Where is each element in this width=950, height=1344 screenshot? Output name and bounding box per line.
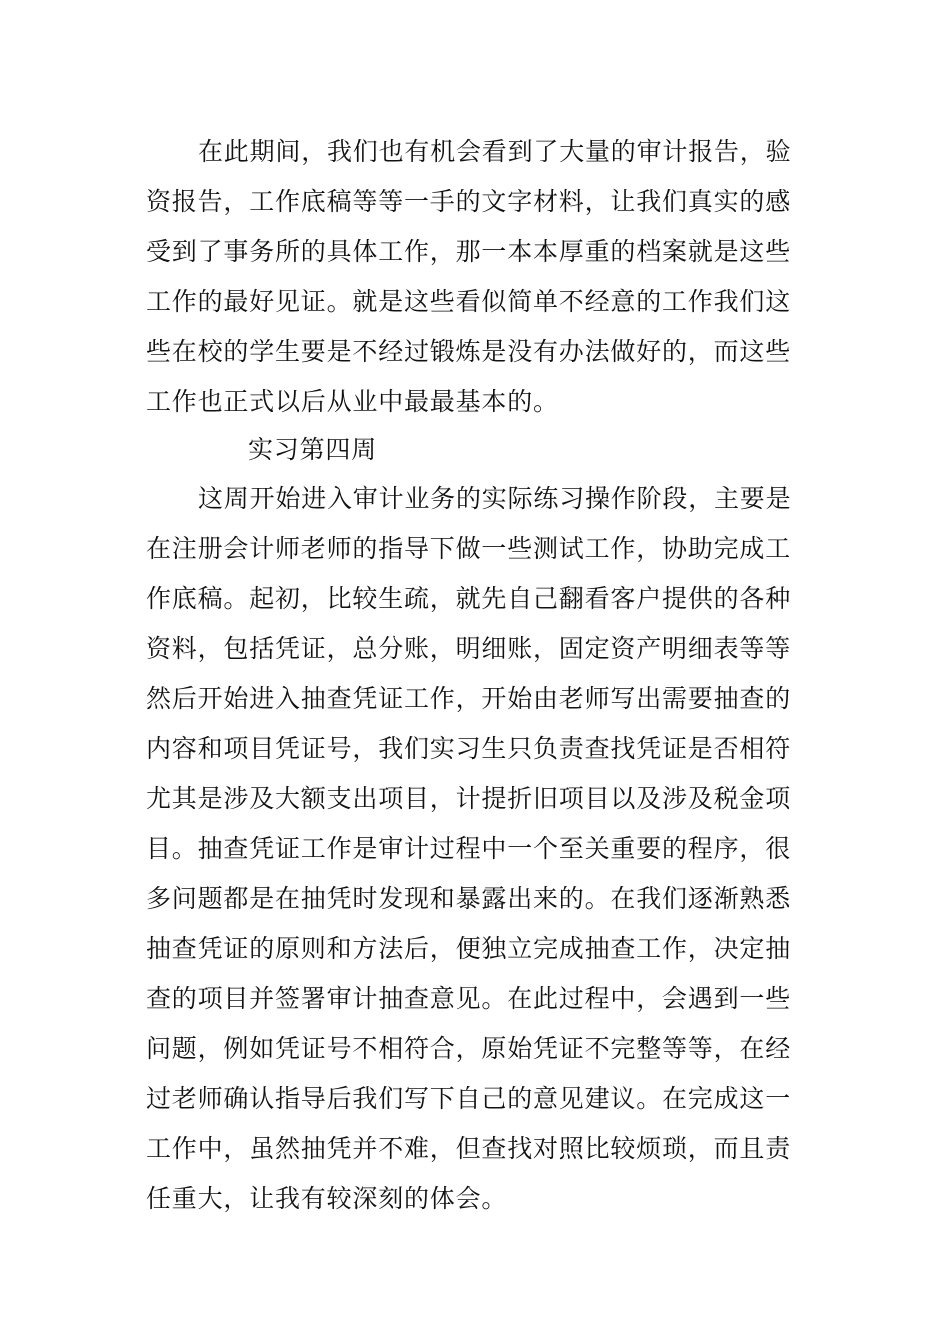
paragraph-1-line: 受到了事务所的具体工作，那一本本厚重的档案就是这些 [146,237,792,266]
paragraph-2-line: 然后开始进入抽查凭证工作，开始由老师写出需要抽查的 [146,684,792,713]
paragraph-2-line: 作底稿。起初，比较生疏，就先自己翻看客户提供的各种 [146,584,792,613]
paragraph-2-line: 过老师确认指导后我们写下自己的意见建议。在完成这一 [146,1084,792,1113]
section-heading: 实习第四周 [248,435,378,464]
paragraph-1-line: 在此期间，我们也有机会看到了大量的审计报告，验 [198,137,792,166]
paragraph-1-line: 些在校的学生要是不经过锻炼是没有办法做好的，而这些 [146,337,792,366]
paragraph-1-line: 工作的最好见证。就是这些看似简单不经意的工作我们这 [146,287,792,316]
paragraph-2-line: 在注册会计师老师的指导下做一些测试工作，协助完成工 [146,534,792,563]
paragraph-2-line: 问题，例如凭证号不相符合，原始凭证不完整等等，在经 [146,1034,792,1063]
paragraph-2-line: 内容和项目凭证号，我们实习生只负责查找凭证是否相符 [146,734,792,763]
paragraph-2-line: 资料，包括凭证，总分账，明细账，固定资产明细表等等 [146,634,792,663]
paragraph-1-line: 工作也正式以后从业中最最基本的。 [146,387,559,416]
paragraph-2-line: 多问题都是在抽凭时发现和暴露出来的。在我们逐渐熟悉 [146,884,792,913]
paragraph-1-line: 资报告，工作底稿等等一手的文字材料，让我们真实的感 [146,187,792,216]
paragraph-2-line: 尤其是涉及大额支出项目，计提折旧项目以及涉及税金项 [146,784,792,813]
paragraph-2-line: 抽查凭证的原则和方法后，便独立完成抽查工作，决定抽 [146,934,792,963]
paragraph-2-line: 这周开始进入审计业务的实际练习操作阶段，主要是 [198,484,792,513]
paragraph-2-line: 查的项目并签署审计抽查意见。在此过程中，会遇到一些 [146,984,792,1013]
paragraph-2-line: 工作中，虽然抽凭并不难，但查找对照比较烦琐，而且责 [146,1134,792,1163]
paragraph-2-line: 任重大，让我有较深刻的体会。 [146,1184,508,1213]
paragraph-2-line: 目。抽查凭证工作是审计过程中一个至关重要的程序，很 [146,834,792,863]
